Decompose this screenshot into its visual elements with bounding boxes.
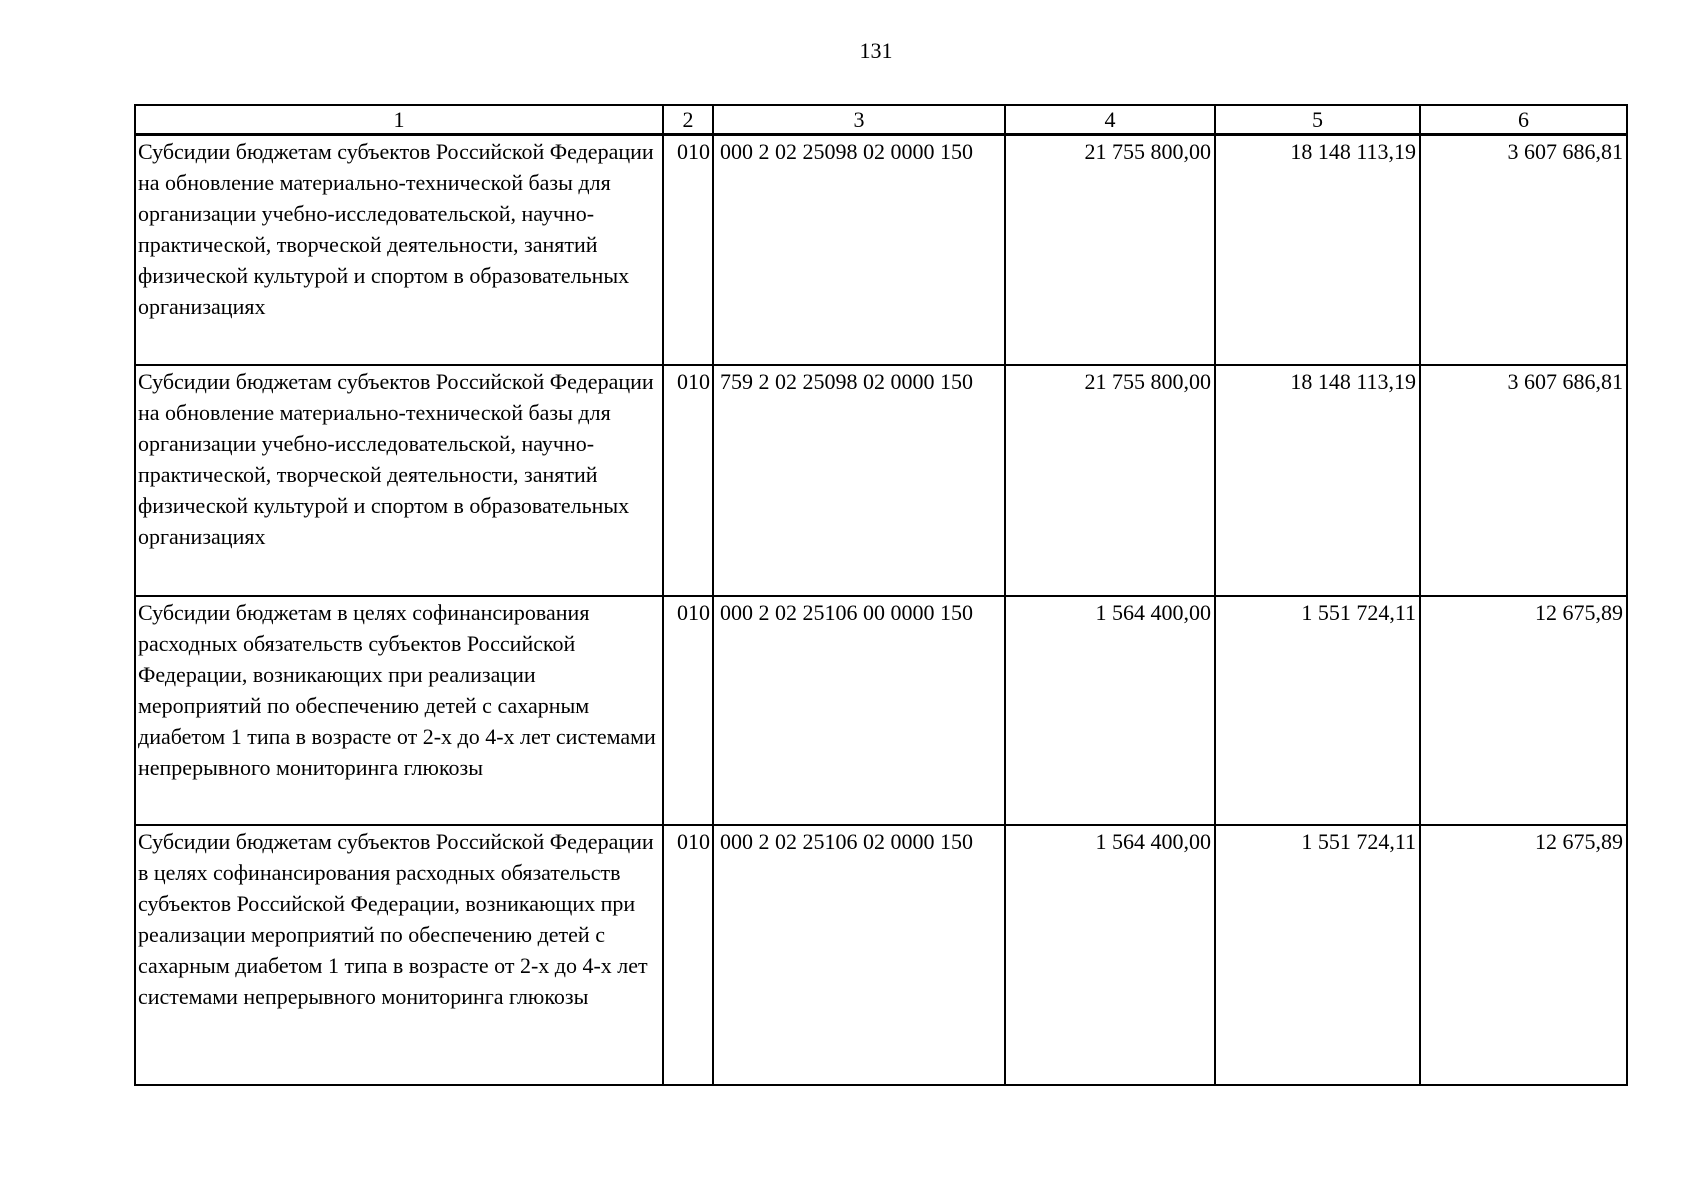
row-kbk-cell: 759 2 02 25098 02 0000 150	[713, 365, 1005, 596]
row-col5-cell: 18 148 113,19	[1215, 135, 1420, 366]
column-header-4: 4	[1005, 105, 1215, 135]
table-row	[135, 365, 1627, 596]
column-header-5: 5	[1215, 105, 1420, 135]
row-col5-cell: 18 148 113,19	[1215, 365, 1420, 596]
budget-table	[134, 104, 1628, 1086]
page-number: 131	[859, 38, 893, 63]
row-code-cell: 010	[663, 825, 713, 1085]
row-code-cell: 010	[663, 596, 713, 825]
row-col4-cell: 21 755 800,00	[1005, 365, 1215, 596]
row-col6-cell: 3 607 686,81	[1420, 365, 1627, 596]
row-col4-cell: 1 564 400,00	[1005, 825, 1215, 1085]
table-row	[135, 825, 1627, 1085]
row-name-cell: Субсидии бюджетам субъектов Российской Федерации в целях софинансирования расходных обязательств субъектов Российской Федерации, возникающих при реализации мероприятий по обеспечению детей с сахарным диабетом 1 типа в возрасте от 2-х до 4-х лет системами непрерывного мониторинга глюкозы	[135, 825, 663, 1085]
row-col6-cell: 12 675,89	[1420, 596, 1627, 825]
row-kbk-cell: 000 2 02 25098 02 0000 150	[713, 135, 1005, 366]
row-code-cell: 010	[663, 365, 713, 596]
row-col6-cell: 3 607 686,81	[1420, 135, 1627, 366]
row-col5-cell: 1 551 724,11	[1215, 596, 1420, 825]
table-row	[135, 135, 1627, 366]
column-header-3: 3	[713, 105, 1005, 135]
column-header-1: 1	[135, 105, 663, 135]
row-col4-cell: 21 755 800,00	[1005, 135, 1215, 366]
column-header-2: 2	[663, 105, 713, 135]
row-name-cell: Субсидии бюджетам субъектов Российской Федерации на обновление материально-технической базы для организации учебно-исследовательской, научно-практической, творческой деятельности, занятий физической культурой и спортом в образовательных организациях	[135, 365, 663, 596]
column-header-6: 6	[1420, 105, 1627, 135]
row-col5-cell: 1 551 724,11	[1215, 825, 1420, 1085]
table-row	[135, 596, 1627, 825]
row-name-cell: Субсидии бюджетам субъектов Российской Федерации на обновление материально-технической базы для организации учебно-исследовательской, научно-практической, творческой деятельности, занятий физической культурой и спортом в образовательных организациях	[135, 135, 663, 366]
row-name-cell: Субсидии бюджетам в целях софинансирования расходных обязательств субъектов Российской Федерации, возникающих при реализации мероприятий по обеспечению детей с сахарным диабетом 1 типа в возрасте от 2-х до 4-х лет системами непрерывного мониторинга глюкозы	[135, 596, 663, 825]
table-header-row	[135, 105, 1627, 135]
row-col6-cell: 12 675,89	[1420, 825, 1627, 1085]
row-kbk-cell: 000 2 02 25106 02 0000 150	[713, 825, 1005, 1085]
row-kbk-cell: 000 2 02 25106 00 0000 150	[713, 596, 1005, 825]
row-code-cell: 010	[663, 135, 713, 366]
row-col4-cell: 1 564 400,00	[1005, 596, 1215, 825]
